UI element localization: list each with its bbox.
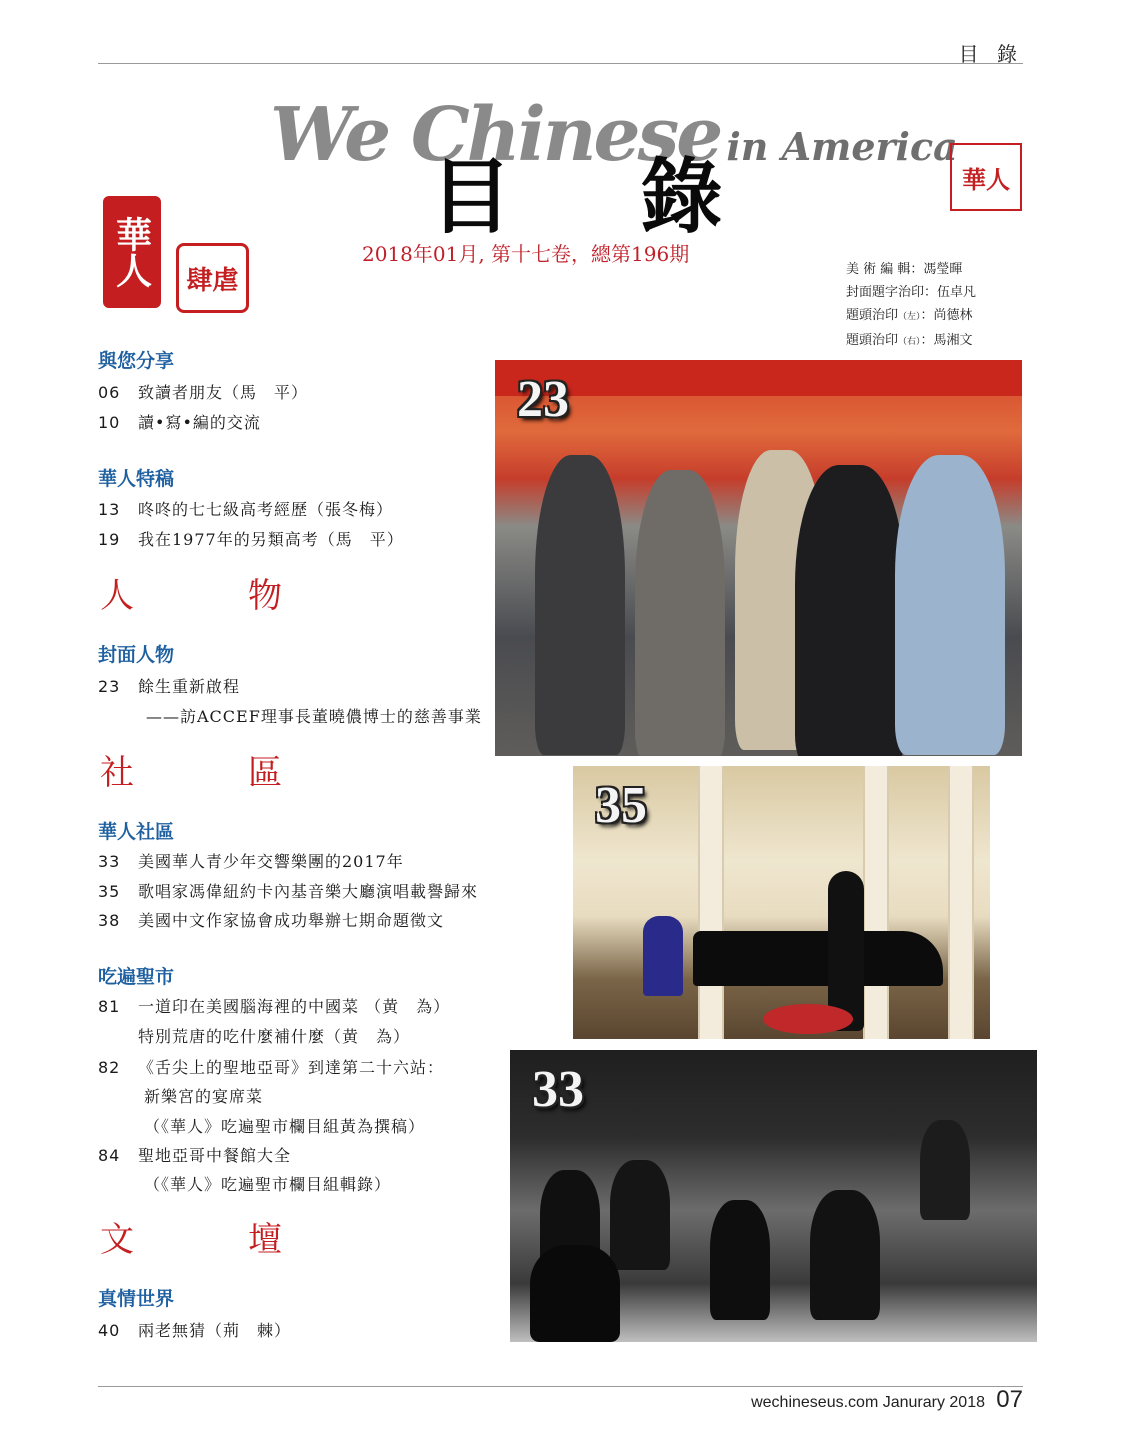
credits-block <box>846 258 976 354</box>
bottom-rule <box>98 1386 1023 1387</box>
stage-column <box>948 766 974 1039</box>
toc-entry-subtitle[interactable]: ——訪ACCEF理事長董曉儂博士的慈善事業 <box>146 707 482 726</box>
toc-entry[interactable]: 06 致讀者朋友（馬 平） <box>98 383 309 402</box>
toc-entry[interactable]: 33 美國華人青少年交響樂團的2017年 <box>98 852 404 871</box>
photo-page-label: 35 <box>595 777 647 834</box>
toc-entry[interactable]: （《華人》吃遍聖市欄目組輯錄） <box>144 1175 392 1194</box>
photo-concert-singer[interactable] <box>573 766 990 1039</box>
toc-entry[interactable]: 新樂宮的宴席菜 <box>144 1087 264 1106</box>
toc-entry[interactable]: （《華人》吃遍聖市欄目組黃為撰稿） <box>144 1117 426 1136</box>
category-heading-literature: 文 壇 <box>100 1220 322 1260</box>
toc-entry[interactable]: 84 聖地亞哥中餐館大全 <box>98 1146 292 1165</box>
toc-entry[interactable]: 10 讀•寫•編的交流 <box>98 413 261 432</box>
footer-site-date: wechineseus.com Janurary 2018 <box>751 1394 985 1411</box>
section-heading: 真情世界 <box>98 1288 175 1310</box>
masthead-we-chinese: We Chinese <box>270 92 721 178</box>
toc-entry[interactable]: 38 美國中文作家協會成功舉辦七期命題徵文 <box>98 911 445 930</box>
photo-youth-orchestra[interactable] <box>510 1050 1037 1342</box>
credit-line: 題頭治印（左）：尚德林 <box>846 308 973 323</box>
toc-entry[interactable]: 35 歌唱家馮偉紐約卡內基音樂大廳演唱載譽歸來 <box>98 882 479 901</box>
top-rule <box>98 63 1023 64</box>
category-heading-community: 社 區 <box>100 753 322 793</box>
photo-figure <box>610 1160 670 1270</box>
seal-stamp-left-tall: 華人 <box>103 196 161 308</box>
section-heading: 與您分享 <box>98 350 175 372</box>
photo-page-label: 33 <box>532 1061 584 1118</box>
credit-line: 題頭治印（右）：馬湘文 <box>846 333 973 348</box>
section-heading: 華人特稿 <box>98 468 175 490</box>
photo-figure <box>895 455 1005 755</box>
pianist-figure <box>643 916 683 996</box>
photo-figure <box>535 455 625 755</box>
seal-stamp-left-square: 肆虐 <box>176 243 249 313</box>
photo-figure <box>920 1120 970 1220</box>
photo-figure <box>635 470 725 756</box>
stage-column <box>863 766 889 1039</box>
toc-entry[interactable]: 82 《舌尖上的聖地亞哥》到達第二十六站： <box>98 1058 445 1077</box>
running-header: 目 錄 <box>958 42 1023 66</box>
stage-column <box>698 766 724 1039</box>
piano-shape <box>693 931 943 986</box>
photo-figure <box>795 465 905 756</box>
seal-stamp-right-square: 華人 <box>950 143 1022 211</box>
category-heading-people: 人 物 <box>100 576 322 616</box>
issue-line: 2018年01月, 第十七卷，總第196期 <box>362 242 690 266</box>
toc-entry[interactable]: 19 我在1977年的另類高考（馬 平） <box>98 530 404 549</box>
toc-entry[interactable]: 13 咚咚的七七級高考經歷（張冬梅） <box>98 500 394 519</box>
toc-entry[interactable]: 23 餘生重新啟程 <box>98 677 241 696</box>
credit-line: 封面題字治印：伍卓凡 <box>846 285 977 300</box>
photo-figure <box>530 1245 620 1342</box>
red-banner <box>495 360 1022 396</box>
photo-page-label: 23 <box>517 371 569 428</box>
photo-cover-story[interactable] <box>495 360 1022 756</box>
toc-entry[interactable]: 特別荒唐的吃什麼補什麼（黄 為） <box>138 1027 411 1046</box>
credit-line: 美 術 編 輯：馮瑩暉 <box>846 262 963 277</box>
section-heading: 封面人物 <box>98 644 175 666</box>
footer-page-number: 07 <box>996 1386 1023 1413</box>
toc-entry[interactable]: 81 一道印在美國腦海裡的中國菜 （黄 為） <box>98 997 451 1016</box>
page-title: 目 錄 <box>430 149 773 245</box>
section-heading: 華人社區 <box>98 821 175 843</box>
photo-figure <box>810 1190 880 1320</box>
toc-entry[interactable]: 40 兩老無猜（荊 棘） <box>98 1321 292 1340</box>
masthead-in-america: in America <box>726 124 958 169</box>
section-heading: 吃遍聖市 <box>98 966 175 988</box>
flower-bouquet <box>763 1004 853 1034</box>
photo-figure <box>710 1200 770 1320</box>
